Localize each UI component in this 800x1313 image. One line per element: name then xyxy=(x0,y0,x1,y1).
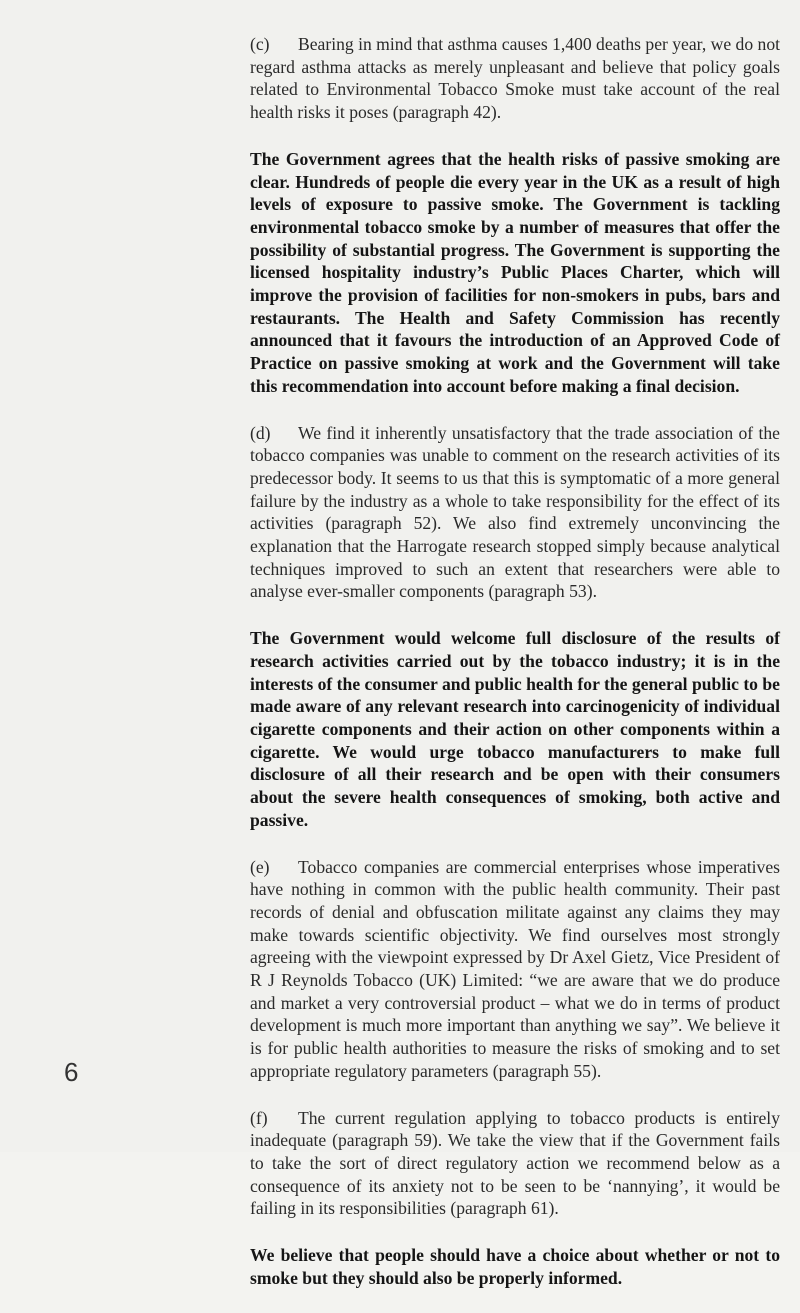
paragraph-text: Tobacco companies are commercial enterprises whose imperatives have nothing in common with the public health community. Their past records of denial and obfuscation militate against any claims they may make towards scientific objectivity. We find ourselves most strongly agreeing with the viewpoint expressed by Dr Axel Gietz, Vice President of R J Reynolds Tobacco (UK) Limited: “we are aware that we do produce and market a very controversial product – what we do in terms of product development is much more important than anything we say”. We believe it is for public health authorities to measure the risks of smoking and to set appropriate regulatory parameters (paragraph 55). xyxy=(250,856,780,1081)
paragraph-e xyxy=(250,856,780,1083)
paragraph-text: We believe that people should have a choice about whether or not to smoke but they should also be properly informed. xyxy=(250,1245,780,1288)
paragraph-marker: (c) xyxy=(250,34,270,54)
paragraph-marker: (d) xyxy=(250,422,271,443)
paragraph-text: The Government agrees that the health risks of passive smoking are clear. Hundreds of people die every year in the UK as a result of high levels of exposure to passive smoke. The Government is tackling environmental tobacco smoke by a number of measures that offer the possibility of substantial progress. The Government is supporting the licensed hospitality industry’s Public Places Charter, which will improve the provision of facilities for non-smokers in pubs, bars and restaurants. The Health and Safety Commission has recently announced that it favours the introduction of an Approved Code of Practice on passive smoking at work and the Government will take this recommendation into account before making a final decision. xyxy=(250,148,780,396)
paragraph-c xyxy=(250,33,780,124)
page-number: 6 xyxy=(64,1057,79,1087)
paragraph-text: The Government would welcome full disclosure of the results of research activities carried out by the tobacco industry; it is in the interests of the consumer and public health for the general public to be made aware of any relevant research into carcinogenicity of individual cigarette components and their action on other components within a cigarette. We would urge tobacco manufacturers to make full disclosure of all their research and be open with their consumers about the severe health consequences of smoking, both active and passive. xyxy=(250,628,780,830)
document-body xyxy=(250,33,780,1313)
paragraph-text: The current regulation applying to tobacco products is entirely inadequate (paragraph 59). We take the view that if the Government fails to take the sort of direct regulatory action we recommend below as a consequence of its anxiety not to be seen to be ‘nannying’, it would be failing in its responsibilities (paragraph 61). xyxy=(250,1107,780,1219)
paragraph-marker: (e) xyxy=(250,856,270,877)
government-response-d xyxy=(250,627,780,831)
paragraph-marker: (f) xyxy=(250,1107,268,1128)
paragraph-f xyxy=(250,1107,780,1221)
paragraph-d xyxy=(250,422,780,604)
government-response-f xyxy=(250,1244,780,1289)
government-response-c xyxy=(250,148,780,398)
paragraph-text: We find it inherently unsatisfactory that the trade association of the tobacco companies was unable to comment on the research activities of its predecessor body. It seems to us that this is symptomatic of a more general failure by the industry as a whole to take responsibility for the effect of its activities (paragraph 52). We also find extremely unconvincing the explanation that the Harrogate research stopped simply because analytical techniques improved to such an extent that researchers were able to analyse ever-smaller components (paragraph 53). xyxy=(250,422,780,602)
paragraph-text: Bearing in mind that asthma causes 1,400 deaths per year, we do not regard asthma attacks as merely unpleasant and believe that policy goals related to Environmental Tobacco Smoke must take account of the real health risks it poses (paragraph 42). xyxy=(250,34,781,123)
